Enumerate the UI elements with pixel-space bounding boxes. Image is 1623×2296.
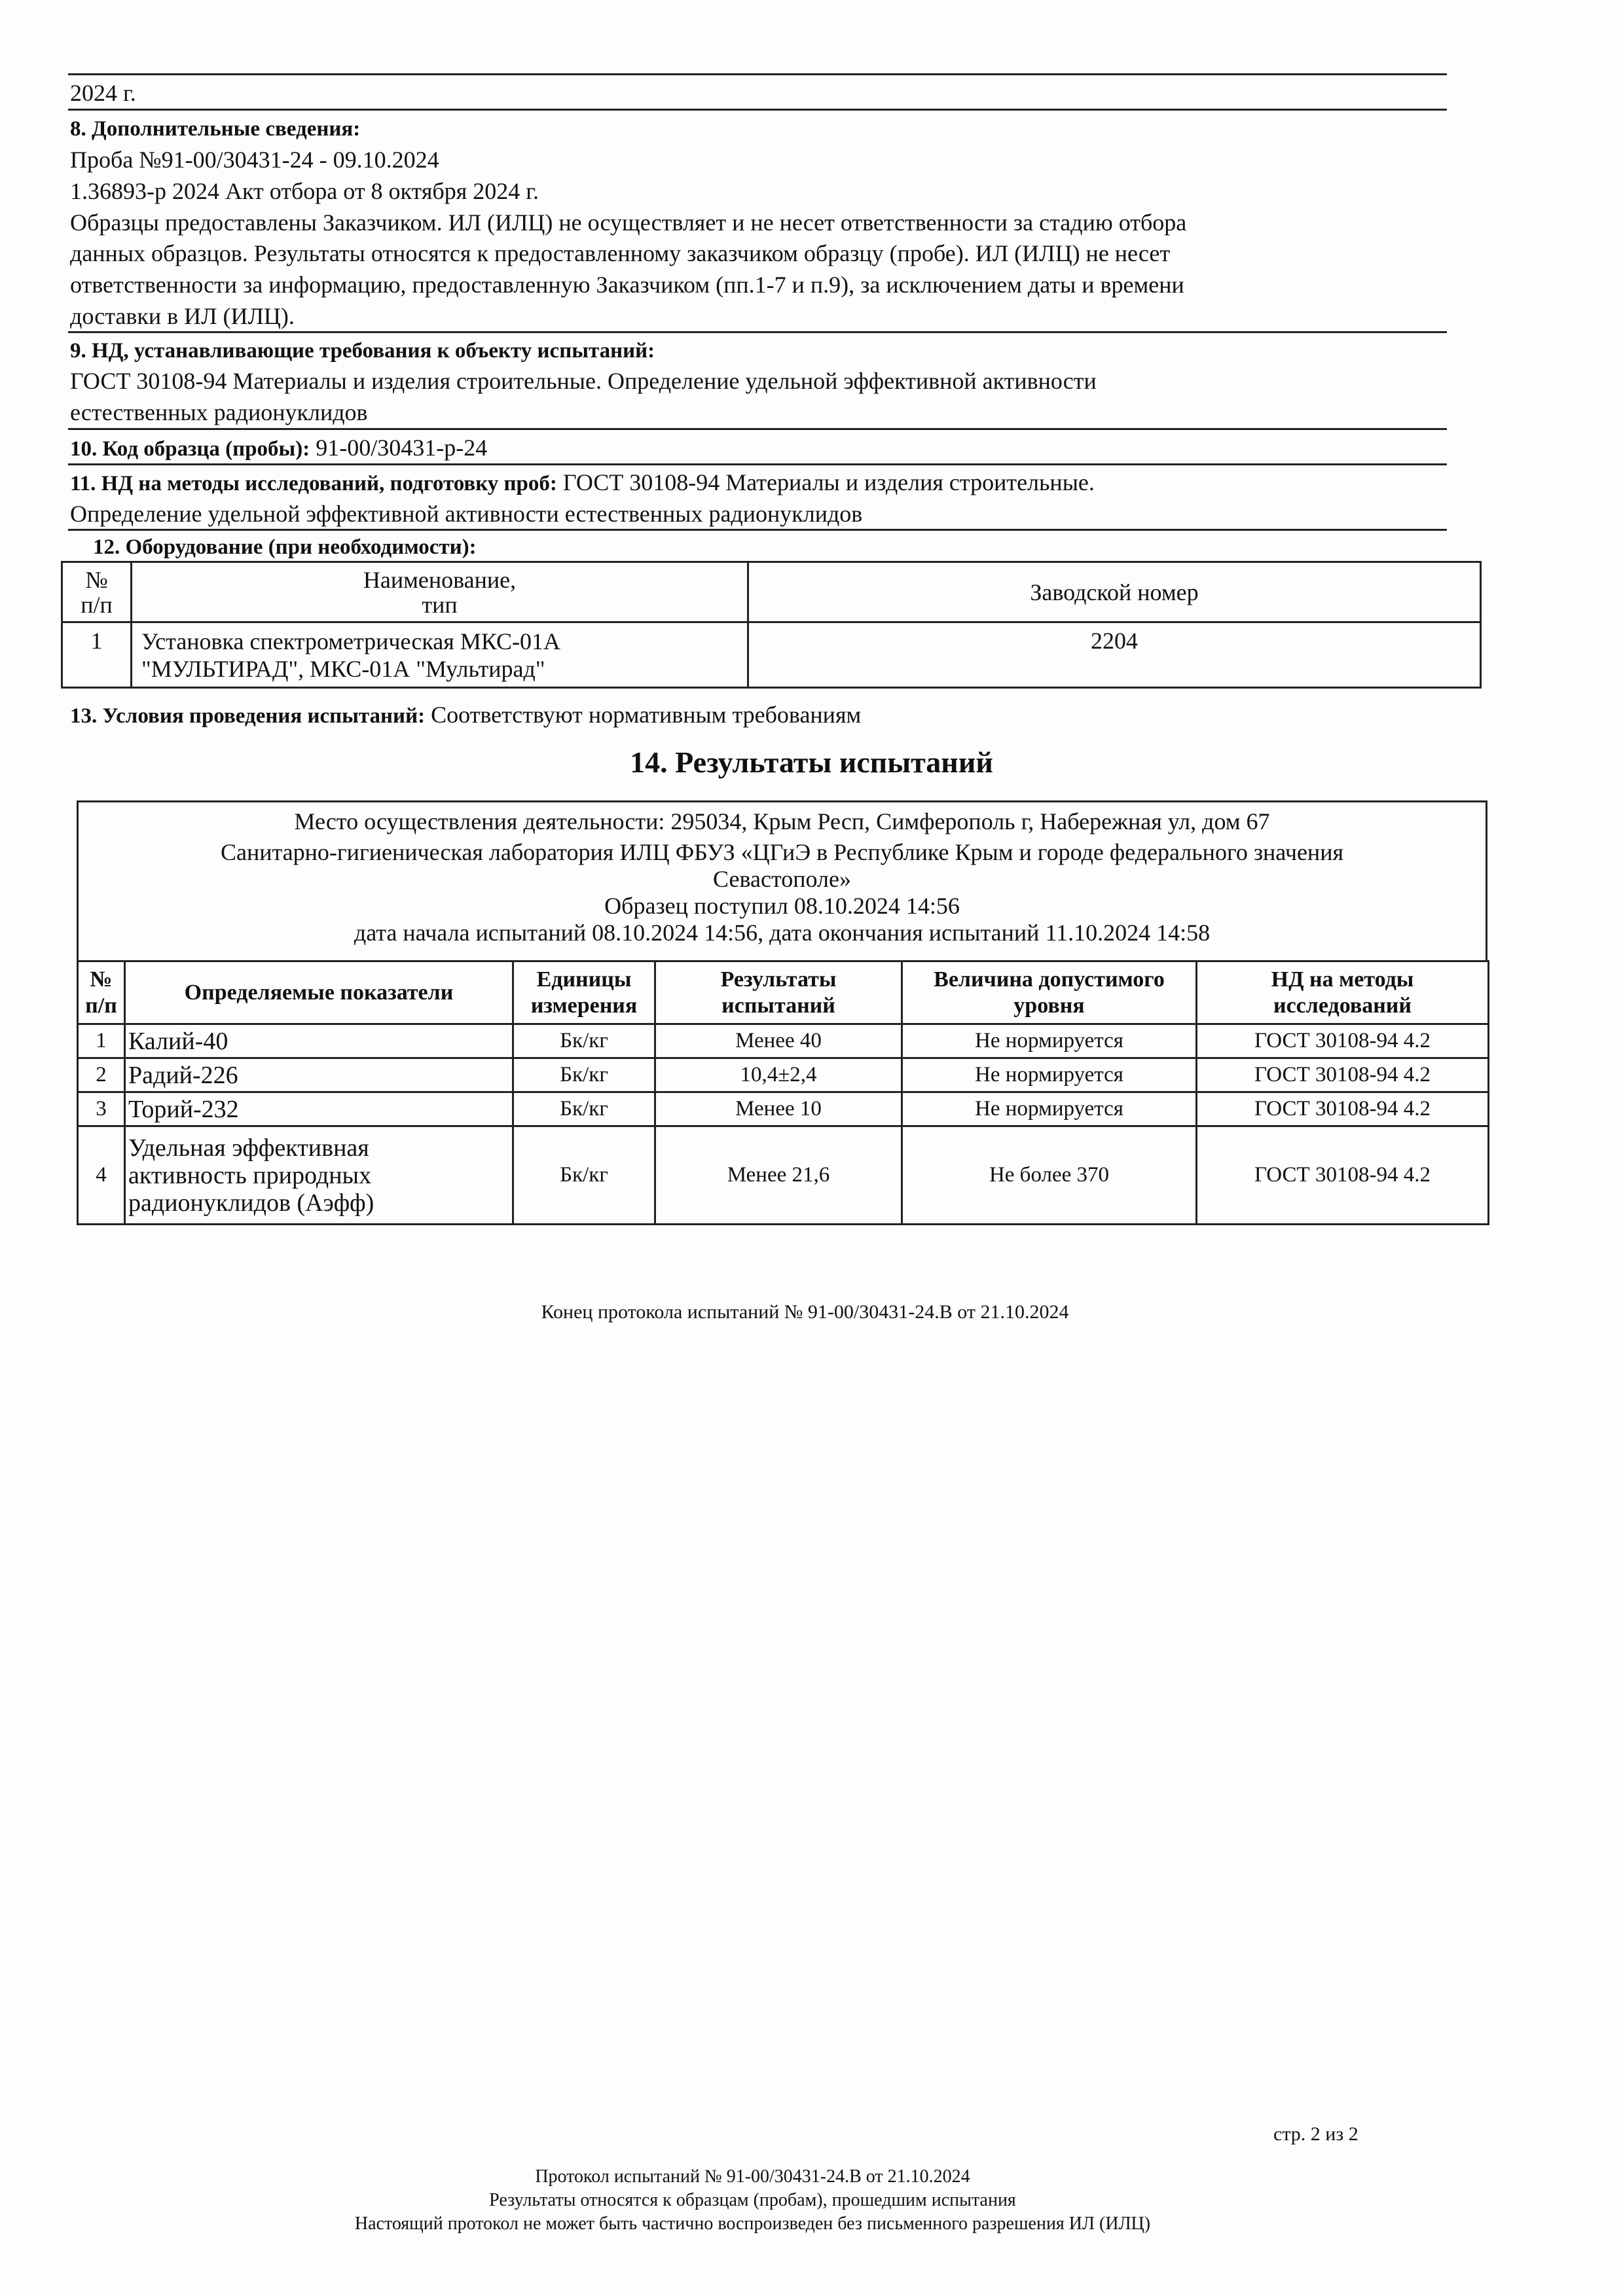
row-unit: Бк/кг	[513, 1092, 655, 1126]
section11	[70, 468, 1095, 498]
top-fragment: 2024 г.	[70, 80, 136, 106]
col-unit-header: Единицы измерения	[513, 961, 655, 1024]
row-unit: Бк/кг	[513, 1126, 655, 1225]
section8-line: Проба №91-00/30431-24 - 09.10.2024	[70, 147, 439, 173]
section10	[70, 433, 487, 463]
section8-paragraph-line: данных образцов. Результаты относятся к предоставленному заказчиком образцу (пробе). ИЛ (ИЛЦ) не несет	[70, 240, 1171, 266]
table-row	[78, 1126, 1489, 1225]
section10-heading: 10. Код образца (пробы):	[70, 437, 310, 461]
section8-paragraph-line: доставки в ИЛ (ИЛЦ).	[70, 303, 295, 329]
equipment-name-header: Наименование, тип	[132, 562, 748, 622]
section11-heading: 11. НД на методы исследований, подготовку проб:	[70, 472, 557, 495]
results-title: 14. Результаты испытаний	[630, 745, 993, 779]
table-row	[78, 1024, 1489, 1058]
row-num: 4	[78, 1126, 125, 1225]
col-method-header: НД на методы исследований	[1197, 961, 1489, 1024]
row-indicator: Торий-232	[125, 1092, 513, 1126]
row-limit: Не более 370	[902, 1126, 1197, 1225]
section9-heading: 9. НД, устанавливающие требования к объекту испытаний:	[70, 339, 655, 363]
results-header-line: Образец поступил 08.10.2024 14:56	[604, 893, 960, 919]
row-result: 10,4±2,4	[655, 1058, 902, 1092]
row-method: ГОСТ 30108-94 4.2	[1197, 1024, 1489, 1058]
row-indicator: Радий-226	[125, 1058, 513, 1092]
equipment-table	[61, 561, 1482, 689]
row-num: 2	[78, 1058, 125, 1092]
section12-heading: 12. Оборудование (при необходимости):	[93, 535, 477, 559]
table-row	[78, 1058, 1489, 1092]
section8-heading: 8. Дополнительные сведения:	[70, 117, 361, 141]
section11-line2: Определение удельной эффективной активности естественных радионуклидов	[70, 501, 863, 527]
section9-line: ГОСТ 30108-94 Материалы и изделия строительные. Определение удельной эффективной активности	[70, 368, 1097, 394]
section8-line: 1.36893-р 2024 Акт отбора от 8 октября 2024 г.	[70, 178, 539, 204]
equipment-header-row	[62, 562, 1481, 622]
row-num: 1	[78, 1024, 125, 1058]
row-unit: Бк/кг	[513, 1058, 655, 1092]
row-result: Менее 21,6	[655, 1126, 902, 1225]
row-indicator: Калий-40	[125, 1024, 513, 1058]
section8-paragraph-line: ответственности за информацию, предоставленную Заказчиком (пп.1-7 и п.9), за исключением даты и времени	[70, 272, 1184, 298]
row-limit: Не нормируется	[902, 1058, 1197, 1092]
row-method: ГОСТ 30108-94 4.2	[1197, 1058, 1489, 1092]
col-indicator-header: Определяемые показатели	[125, 961, 513, 1024]
equipment-num-header: № п/п	[62, 562, 132, 622]
results-table	[77, 960, 1489, 1225]
footer-line: Результаты относятся к образцам (пробам), прошедшим испытания	[489, 2190, 1016, 2210]
results-header-line: Санитарно-гигиеническая лаборатория ИЛЦ ФБУЗ «ЦГиЭ в Республике Крым и городе федерального значения	[220, 839, 1344, 865]
row-method: ГОСТ 30108-94 4.2	[1197, 1092, 1489, 1126]
footer-line: Настоящий протокол не может быть частично воспроизведен без письменного разрешения ИЛ (ИЛЦ)	[354, 2214, 1151, 2234]
rule	[68, 73, 1447, 75]
equipment-serial: 2204	[748, 622, 1481, 688]
section11-value: ГОСТ 30108-94 Материалы и изделия строительные.	[562, 469, 1095, 495]
row-unit: Бк/кг	[513, 1024, 655, 1058]
results-header-block	[77, 800, 1487, 960]
section8-paragraph-line: Образцы предоставлены Заказчиком. ИЛ (ИЛЦ) не осуществляет и не несет ответственности за стадию отбора	[70, 209, 1187, 236]
row-indicator: Удельная эффективная активность природных радионуклидов (Аэфф)	[125, 1126, 513, 1225]
end-of-protocol-note: Конец протокола испытаний № 91-00/30431-24.В от 21.10.2024	[541, 1301, 1069, 1323]
table-row	[62, 622, 1481, 688]
footer-line: Протокол испытаний № 91-00/30431-24.В от 21.10.2024	[535, 2166, 970, 2187]
col-num-header: № п/п	[78, 961, 125, 1024]
section13-heading: 13. Условия проведения испытаний:	[70, 704, 426, 728]
col-result-header: Результаты испытаний	[655, 961, 902, 1024]
row-num: 3	[78, 1092, 125, 1126]
sample-code: 91-00/30431-р-24	[316, 435, 488, 461]
row-limit: Не нормируется	[902, 1092, 1197, 1126]
rule	[68, 529, 1447, 531]
row-method: ГОСТ 30108-94 4.2	[1197, 1126, 1489, 1225]
section9-line: естественных радионуклидов	[70, 399, 368, 425]
row-limit: Не нормируется	[902, 1024, 1197, 1058]
rule	[68, 331, 1447, 333]
rule	[68, 109, 1447, 111]
row-result: Менее 40	[655, 1024, 902, 1058]
equipment-num: 1	[62, 622, 132, 688]
results-header-line: Севастополе»	[713, 866, 851, 892]
table-row	[78, 1092, 1489, 1126]
col-limit-header: Величина допустимого уровня	[902, 961, 1197, 1024]
section13-value: Соответствуют нормативным требованиям	[431, 702, 862, 728]
page-number: стр. 2 из 2	[1273, 2123, 1359, 2145]
results-header-line: Место осуществления деятельности: 295034, Крым Респ, Симферополь г, Набережная ул, дом 67	[294, 808, 1270, 834]
rule	[68, 463, 1447, 465]
row-result: Менее 10	[655, 1092, 902, 1126]
equipment-serial-header: Заводской номер	[748, 562, 1481, 622]
section13	[70, 700, 861, 730]
results-header-line: дата начала испытаний 08.10.2024 14:56, дата окончания испытаний 11.10.2024 14:58	[354, 920, 1211, 946]
equipment-name: Установка спектрометрическая МКС-01А "МУЛЬТИРАД", МКС-01А "Мультирад"	[132, 622, 748, 688]
rule	[68, 428, 1447, 430]
results-header-row	[78, 961, 1489, 1024]
